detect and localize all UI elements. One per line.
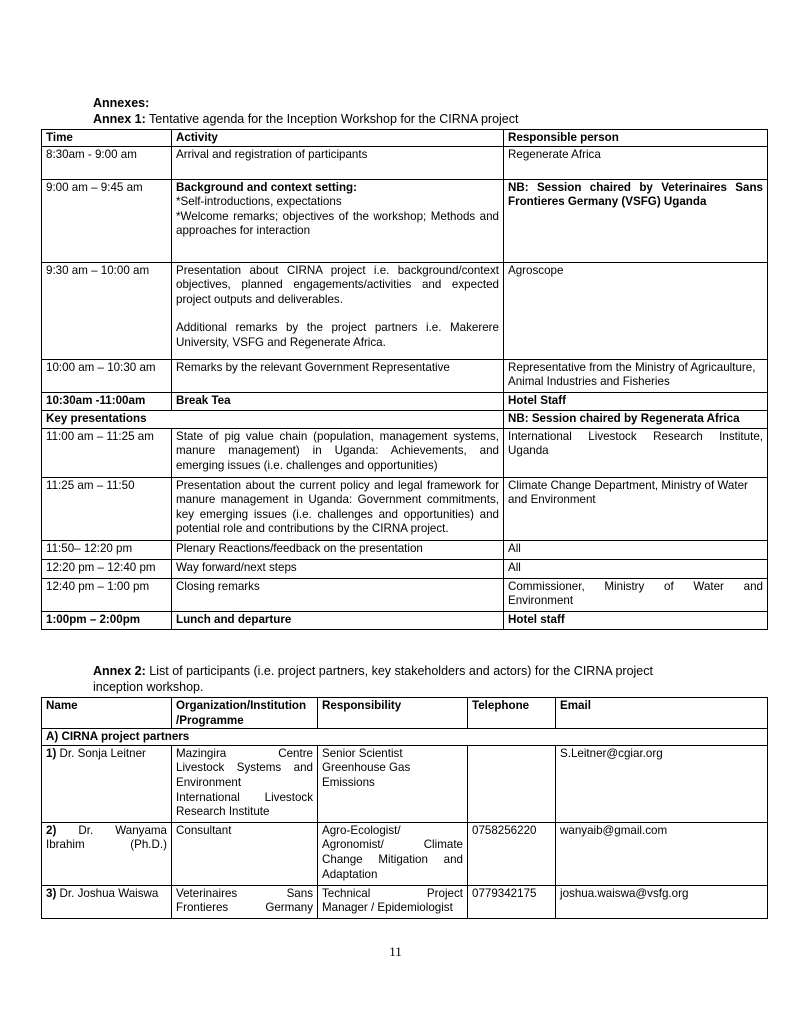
section-row xyxy=(42,729,768,746)
activity-cell xyxy=(172,262,504,359)
annex2-title: Annex 2: List of participants (i.e. project partners, key stakeholders and actors) for the CIRNA project xyxy=(93,664,653,678)
header-organization: Organization/Institution /Programme xyxy=(172,698,318,729)
responsible-cell: Climate Change Department, Ministry of Water and Environment xyxy=(504,477,768,540)
responsible-cell: Hotel Staff xyxy=(504,392,768,410)
activity-line: *Self-introductions, expectations xyxy=(176,195,342,209)
responsible-cell: Regenerate Africa xyxy=(504,146,768,179)
time-cell: 9:00 am – 9:45 am xyxy=(42,179,172,262)
table-row xyxy=(42,477,768,540)
annex1-title: Annex 1: Tentative agenda for the Inception Workshop for the CIRNA project xyxy=(93,112,519,126)
activity-cell: Arrival and registration of participants xyxy=(172,146,504,179)
section-label: Key presentations xyxy=(42,410,504,428)
responsible-cell: Agroscope xyxy=(504,262,768,359)
responsible-cell: All xyxy=(504,540,768,559)
activity-cell: State of pig value chain (population, management systems, manure management) in Uganda: Achievements, and emerging issues (i.e. challenges and opportunities) xyxy=(172,428,504,477)
table-row xyxy=(42,428,768,477)
telephone-cell xyxy=(468,745,556,822)
activity-cell: Presentation about the current policy and legal framework for manure management in Uganda: Government commitments, key emerging issues (i.e. challenges and opportunities) and potential role and contributions by the CIRNA project. xyxy=(172,477,504,540)
header-responsible: Responsible person xyxy=(504,130,768,147)
time-cell: 12:20 pm – 12:40 pm xyxy=(42,559,172,578)
responsibility-cell: Agro-Ecologist/ Agronomist/ Climate Change Mitigation and Adaptation xyxy=(318,822,468,885)
activity-cell xyxy=(172,179,504,262)
header-name: Name xyxy=(42,698,172,729)
time-cell: 9:30 am – 10:00 am xyxy=(42,262,172,359)
name-cell: 3) Dr. Joshua Waiswa xyxy=(42,885,172,918)
header-activity: Activity xyxy=(172,130,504,147)
email-cell: wanyaib@gmail.com xyxy=(556,822,768,885)
responsible-cell: NB: Session chaired by Regenerata Africa xyxy=(504,410,768,428)
annex2-title-line2: inception workshop. xyxy=(93,680,204,694)
time-cell: 11:25 am – 11:50 xyxy=(42,477,172,540)
responsibility-cell: Technical Project Manager / Epidemiologist xyxy=(318,885,468,918)
header-telephone: Telephone xyxy=(468,698,556,729)
table-row xyxy=(42,611,768,629)
header-responsibility: Responsibility xyxy=(318,698,468,729)
table-row xyxy=(42,540,768,559)
table-row xyxy=(42,410,768,428)
activity-heading: Background and context setting: xyxy=(176,180,358,194)
section-label: A) CIRNA project partners xyxy=(42,729,768,746)
time-cell: 10:00 am – 10:30 am xyxy=(42,359,172,392)
activity-cell: Lunch and departure xyxy=(172,611,504,629)
time-cell: 8:30am - 9:00 am xyxy=(42,146,172,179)
telephone-cell: 0779342175 xyxy=(468,885,556,918)
activity-cell: Break Tea xyxy=(172,392,504,410)
agenda-table xyxy=(41,129,768,630)
name-cell: 1) Dr. Sonja Leitner xyxy=(42,745,172,822)
responsible-cell: Hotel staff xyxy=(504,611,768,629)
organization-cell: Veterinaires Sans Frontieres Germany xyxy=(172,885,318,918)
activity-extra: Additional remarks by the project partners i.e. Makerere University, VSFG and Regenerate Africa. xyxy=(176,321,499,349)
time-cell: 10:30am -11:00am xyxy=(42,392,172,410)
time-cell: 12:40 pm – 1:00 pm xyxy=(42,578,172,611)
email-cell: joshua.waiswa@vsfg.org xyxy=(556,885,768,918)
activity-cell: Plenary Reactions/feedback on the presentation xyxy=(172,540,504,559)
header-time: Time xyxy=(42,130,172,147)
table-row xyxy=(42,359,768,392)
annexes-heading: Annexes: xyxy=(93,96,150,110)
responsible-cell: All xyxy=(504,559,768,578)
participants-table xyxy=(41,697,768,919)
telephone-cell: 0758256220 xyxy=(468,822,556,885)
agenda-header-row xyxy=(42,130,768,147)
table-row xyxy=(42,578,768,611)
responsibility-cell: Senior Scientist Greenhouse Gas Emissions xyxy=(318,745,468,822)
email-cell: S.Leitner@cgiar.org xyxy=(556,745,768,822)
time-cell: 1:00pm – 2:00pm xyxy=(42,611,172,629)
table-row xyxy=(42,146,768,179)
table-row xyxy=(42,745,768,822)
activity-cell: Closing remarks xyxy=(172,578,504,611)
responsible-cell: International Livestock Research Institute, Uganda xyxy=(504,428,768,477)
time-cell: 11:50– 12:20 pm xyxy=(42,540,172,559)
responsible-cell: Representative from the Ministry of Agricaulture, Animal Industries and Fisheries xyxy=(504,359,768,392)
activity-cell: Remarks by the relevant Government Representative xyxy=(172,359,504,392)
table-row xyxy=(42,262,768,359)
responsible-cell: Commissioner, Ministry of Water and Environment xyxy=(504,578,768,611)
organization-cell: Consultant xyxy=(172,822,318,885)
activity-line: *Welcome remarks; objectives of the workshop; Methods and approaches for interaction xyxy=(176,209,499,238)
table-row xyxy=(42,822,768,885)
activity-text: Presentation about CIRNA project i.e. background/context objectives, planned engagements/activities and expected project outputs and deliverables. xyxy=(176,263,499,306)
table-row xyxy=(42,392,768,410)
name-cell: 2) Dr. Wanyama Ibrahim (Ph.D.) xyxy=(42,822,172,885)
table-row xyxy=(42,179,768,262)
header-email: Email xyxy=(556,698,768,729)
page-number: 11 xyxy=(389,944,402,959)
participants-header-row xyxy=(42,698,768,729)
spacer xyxy=(176,307,499,321)
table-row xyxy=(42,885,768,918)
activity-cell: Way forward/next steps xyxy=(172,559,504,578)
time-cell: 11:00 am – 11:25 am xyxy=(42,428,172,477)
table-row xyxy=(42,559,768,578)
responsible-cell: NB: Session chaired by Veterinaires Sans Frontieres Germany (VSFG) Uganda xyxy=(504,179,768,262)
organization-cell: Mazingira Centre Livestock Systems and Environment International Livestock Research Institute xyxy=(172,745,318,822)
